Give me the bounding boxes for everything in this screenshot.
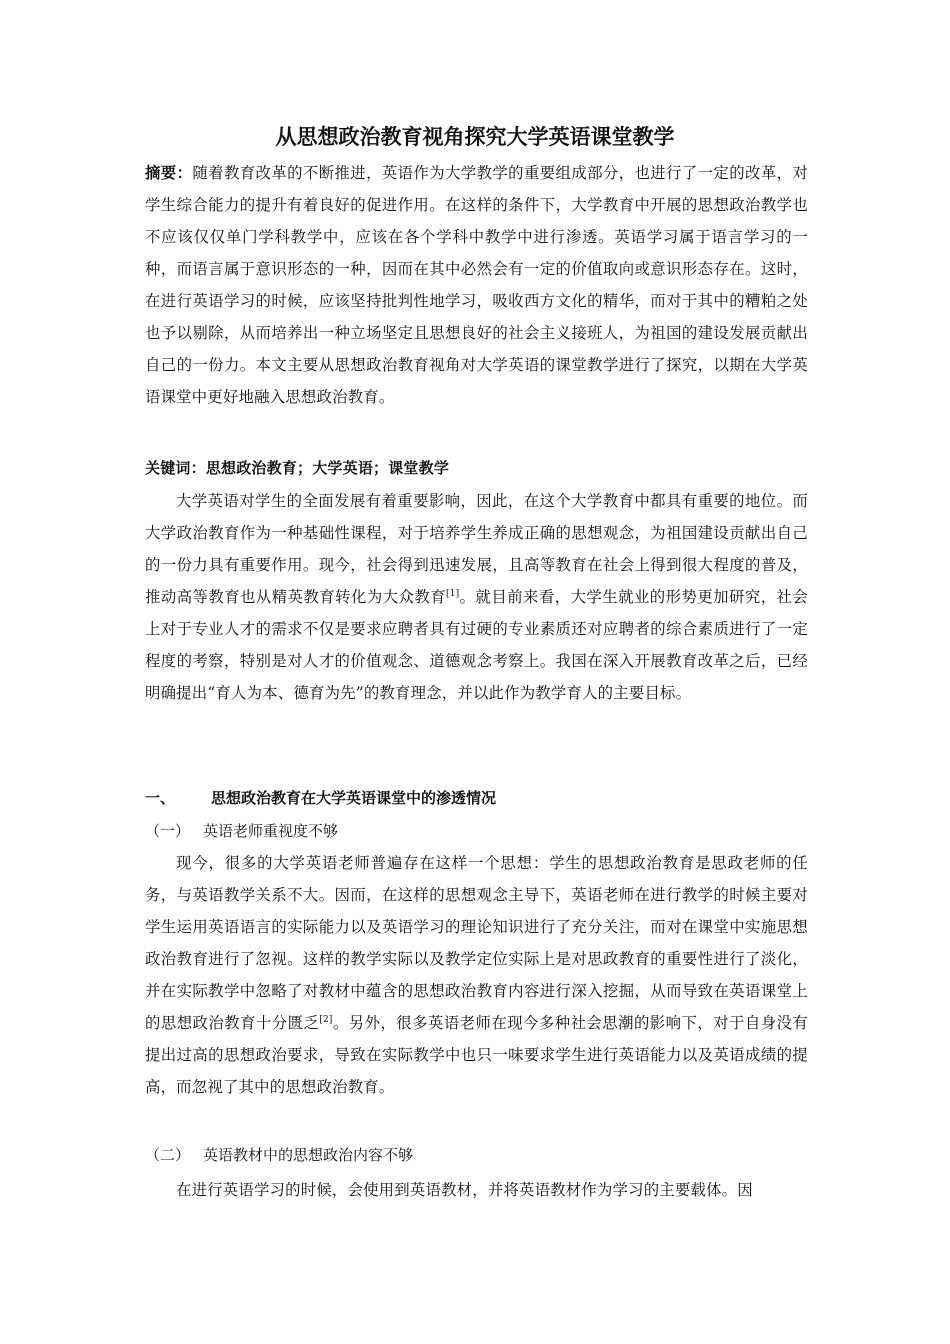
citation-ref-1: [1] — [446, 588, 460, 599]
keywords-line — [145, 452, 808, 484]
citation-ref-2: [2] — [319, 1014, 333, 1025]
subsection-number: （一） — [145, 822, 191, 840]
section-heading-1 — [145, 782, 496, 814]
keywords-text: 思想政治教育；大学英语；课堂教学 — [205, 459, 450, 477]
section-title: 思想政治教育在大学英语课堂中的渗透情况 — [211, 789, 497, 807]
abstract-label: 摘要： — [145, 164, 193, 182]
subsection-1-paragraph — [145, 847, 808, 1103]
keywords-label: 关键词： — [145, 459, 206, 477]
subsection-number: （二） — [145, 1146, 191, 1164]
subsection-title: 英语老师重视度不够 — [203, 822, 339, 840]
subsection-title: 英语教材中的思想政治内容不够 — [203, 1146, 414, 1164]
intro-text-2: 。就目前来看，大学生就业的形势更加研究，社会上对于专业人才的需求不仅是要求应聘者具有过硬的专业素质还对应聘者的综合素质进行了一定程度的考察，特别是对人才的价值观念、道德观念考察上。我国在深入开展教育改革之后，已经明确提出“育人为本、德育为先”的教育理念，并以此作为教学育人的主要目标。 — [145, 588, 808, 702]
intro-paragraph — [145, 485, 808, 709]
subsection-2-paragraph — [145, 1174, 808, 1206]
abstract-paragraph — [145, 157, 808, 413]
section-number: 一、 — [145, 789, 176, 807]
subsection-heading-2 — [145, 1139, 413, 1171]
subsection-2-text: 在进行英语学习的时候，会使用到英语教材，并将英语教材作为学习的主要载体。因 — [176, 1181, 753, 1199]
abstract-text: 随着教育改革的不断推进，英语作为大学教学的重要组成部分，也进行了一定的改革，对学生综合能力的提升有着良好的促进作用。在这样的条件下，大学教育中开展的思想政治教学也不应该仅仅单门学科教学中，应该在各个学科中教学中进行渗透。英语学习属于语言学习的一种，而语言属于意识形态的一种，因而在其中必然会有一定的价值取向或意识形态存在。这时，在进行英语学习的时候，应该坚持批判性地学习，吸收西方文化的精华，而对于其中的糟粕之处也予以剔除，从而培养出一种立场坚定且思想良好的社会主义接班人，为祖国的建设发展贡献出自己的一份力。本文主要从思想政治教育视角对大学英语的课堂教学进行了探究，以期在大学英语课堂中更好地融入思想政治教育。 — [145, 164, 808, 406]
subsection-1-text-2: 。另外，很多英语老师在现今多种社会思潮的影响下，对于自身没有提出过高的思想政治要求，导致在实际教学中也只一味要求学生进行英语能力以及英语成绩的提高，而忽视了其中的思想政治教育。 — [145, 1014, 808, 1096]
intro-text-1: 大学英语对学生的全面发展有着重要影响，因此，在这个大学教育中都具有重要的地位。而大学政治教育作为一种基础性课程，对于培养学生养成正确的思想观念，为祖国建设贡献出自己的一份力具有重要作用。现今，社会得到迅速发展，且高等教育在社会上得到很大程度的普及，推动高等教育也从精英教育转化为大众教育 — [145, 492, 808, 606]
subsection-1-text-1: 现今，很多的大学英语老师普遍存在这样一个思想：学生的思想政治教育是思政老师的任务，与英语教学关系不大。因而，在这样的思想观念主导下，英语老师在进行教学的时候主要对学生运用英语语言的实际能力以及英语学习的理论知识进行了充分关注，而对在课堂中实施思想政治教育进行了忽视。这样的教学实际以及教学定位实际上是对思政教育的重要性进行了淡化，并在实际教学中忽略了对教材中蕴含的思想政治教育内容进行深入挖掘，从而导致在英语课堂上的思想政治教育十分匮乏 — [145, 854, 808, 1032]
paper-title: 从思想政治教育视角探究大学英语课堂教学 — [275, 125, 675, 149]
subsection-heading-1 — [145, 815, 338, 847]
